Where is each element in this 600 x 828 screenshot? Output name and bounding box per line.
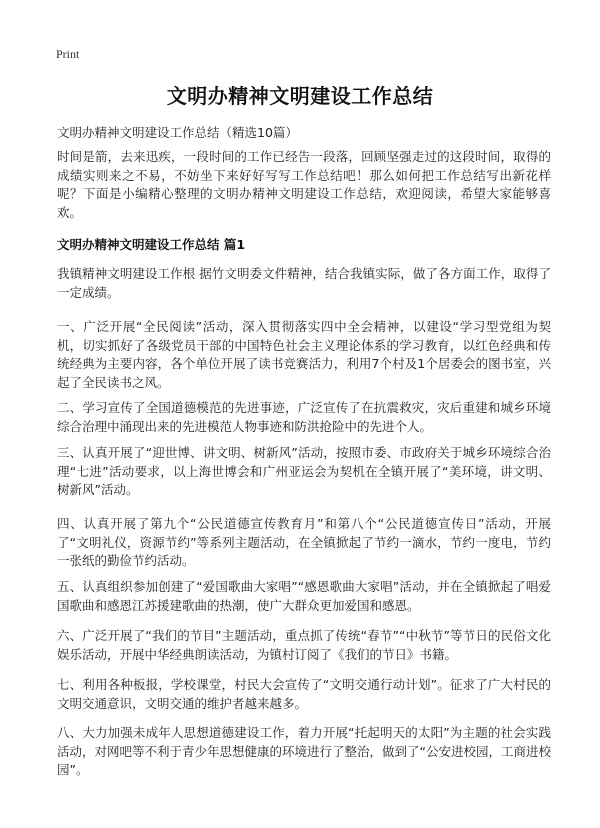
intro-paragraph: 时间是箭，去来迅疾，一段时间的工作已经告一段落，回顾坚强走过的这段时间，取得的成绩实则来之不易，不妨坐下来好好写写工作总结吧！那么如何把工作总结写出新花样呢？下面是小编精心整理的文明办精神文明建设工作总结，欢迎阅读，希望大家能够喜欢。 xyxy=(57,149,551,220)
print-label: Print xyxy=(56,47,80,61)
paragraph-7: 七、利用各种板报，学校课堂，村民大会宣传了“文明交通行动计划”。征求了广大村民的文明交通意识，文明交通的维护者越来越多。 xyxy=(57,677,551,711)
section-heading: 文明办精神文明建设工作总结 篇1 xyxy=(57,237,246,252)
document-subtitle: 文明办精神文明建设工作总结（精选10篇） xyxy=(57,125,298,140)
paragraph-0: 我镇精神文明建设工作根 据竹文明委文件精神，结合我镇实际，做了各方面工作，取得了一定成绩。 xyxy=(57,266,551,300)
paragraph-6: 六、广泛开展了“我们的节目”主题活动，重点抓了传统“春节”“中秋节”等节日的民俗文化娱乐活动，开展中华经典朗读活动，为镇村订阅了《我们的节日》书籍。 xyxy=(57,628,551,662)
paragraph-1: 一、广泛开展“全民阅读”活动，深入贯彻落实四中全会精神，以建设“学习型党组为契机，切实抓好了各级党员干部的中国特色社会主义理论体系的学习教育，以红色经典和传统经典为主要内容，各个单位开展了读书竞赛活力，利用7个村及1个居委会的图书室，兴起了全民读书之风。 xyxy=(57,319,551,390)
paragraph-8: 八、大力加强未成年人思想道德建设工作，着力开展“托起明天的太阳”为主题的社会实践活动，对网吧等不利于青少年思想健康的环境进行了整治，做到了“公安进校园，工商进校园”。 xyxy=(57,725,551,777)
paragraph-2: 二、学习宣传了全国道德模范的先进事迹，广泛宣传了在抗震救灾，灾后重建和城乡环境综合治理中涌现出来的先进模范人物事迹和防洪抢险中的先进个人。 xyxy=(57,400,551,434)
paragraph-5: 五、认真组织参加创建了“爱国歌曲大家唱”“感恩歌曲大家唱”活动，并在全镇掀起了唱爱国歌曲和感恩江苏援建歌曲的热潮，使广大群众更加爱国和感恩。 xyxy=(57,579,551,613)
paragraph-3: 三、认真开展了“迎世博、讲文明、树新风”活动，按照市委、市政府关于城乡环境综合治理“七进”活动要求，以上海世博会和广州亚运会为契机在全镇开展了“美环境，讲文明、树新风”活动。 xyxy=(57,445,551,497)
paragraph-4: 四、认真开展了第九个“公民道德宣传教育月”和第八个“公民道德宣传日”活动，开展了“文明礼仪，资源节约”等系列主题活动，在全镇掀起了节约一滴水，节约一度电，节约一张纸的勤俭节约活动。 xyxy=(57,516,551,568)
document-title: 文明办精神文明建设工作总结 xyxy=(166,84,434,108)
